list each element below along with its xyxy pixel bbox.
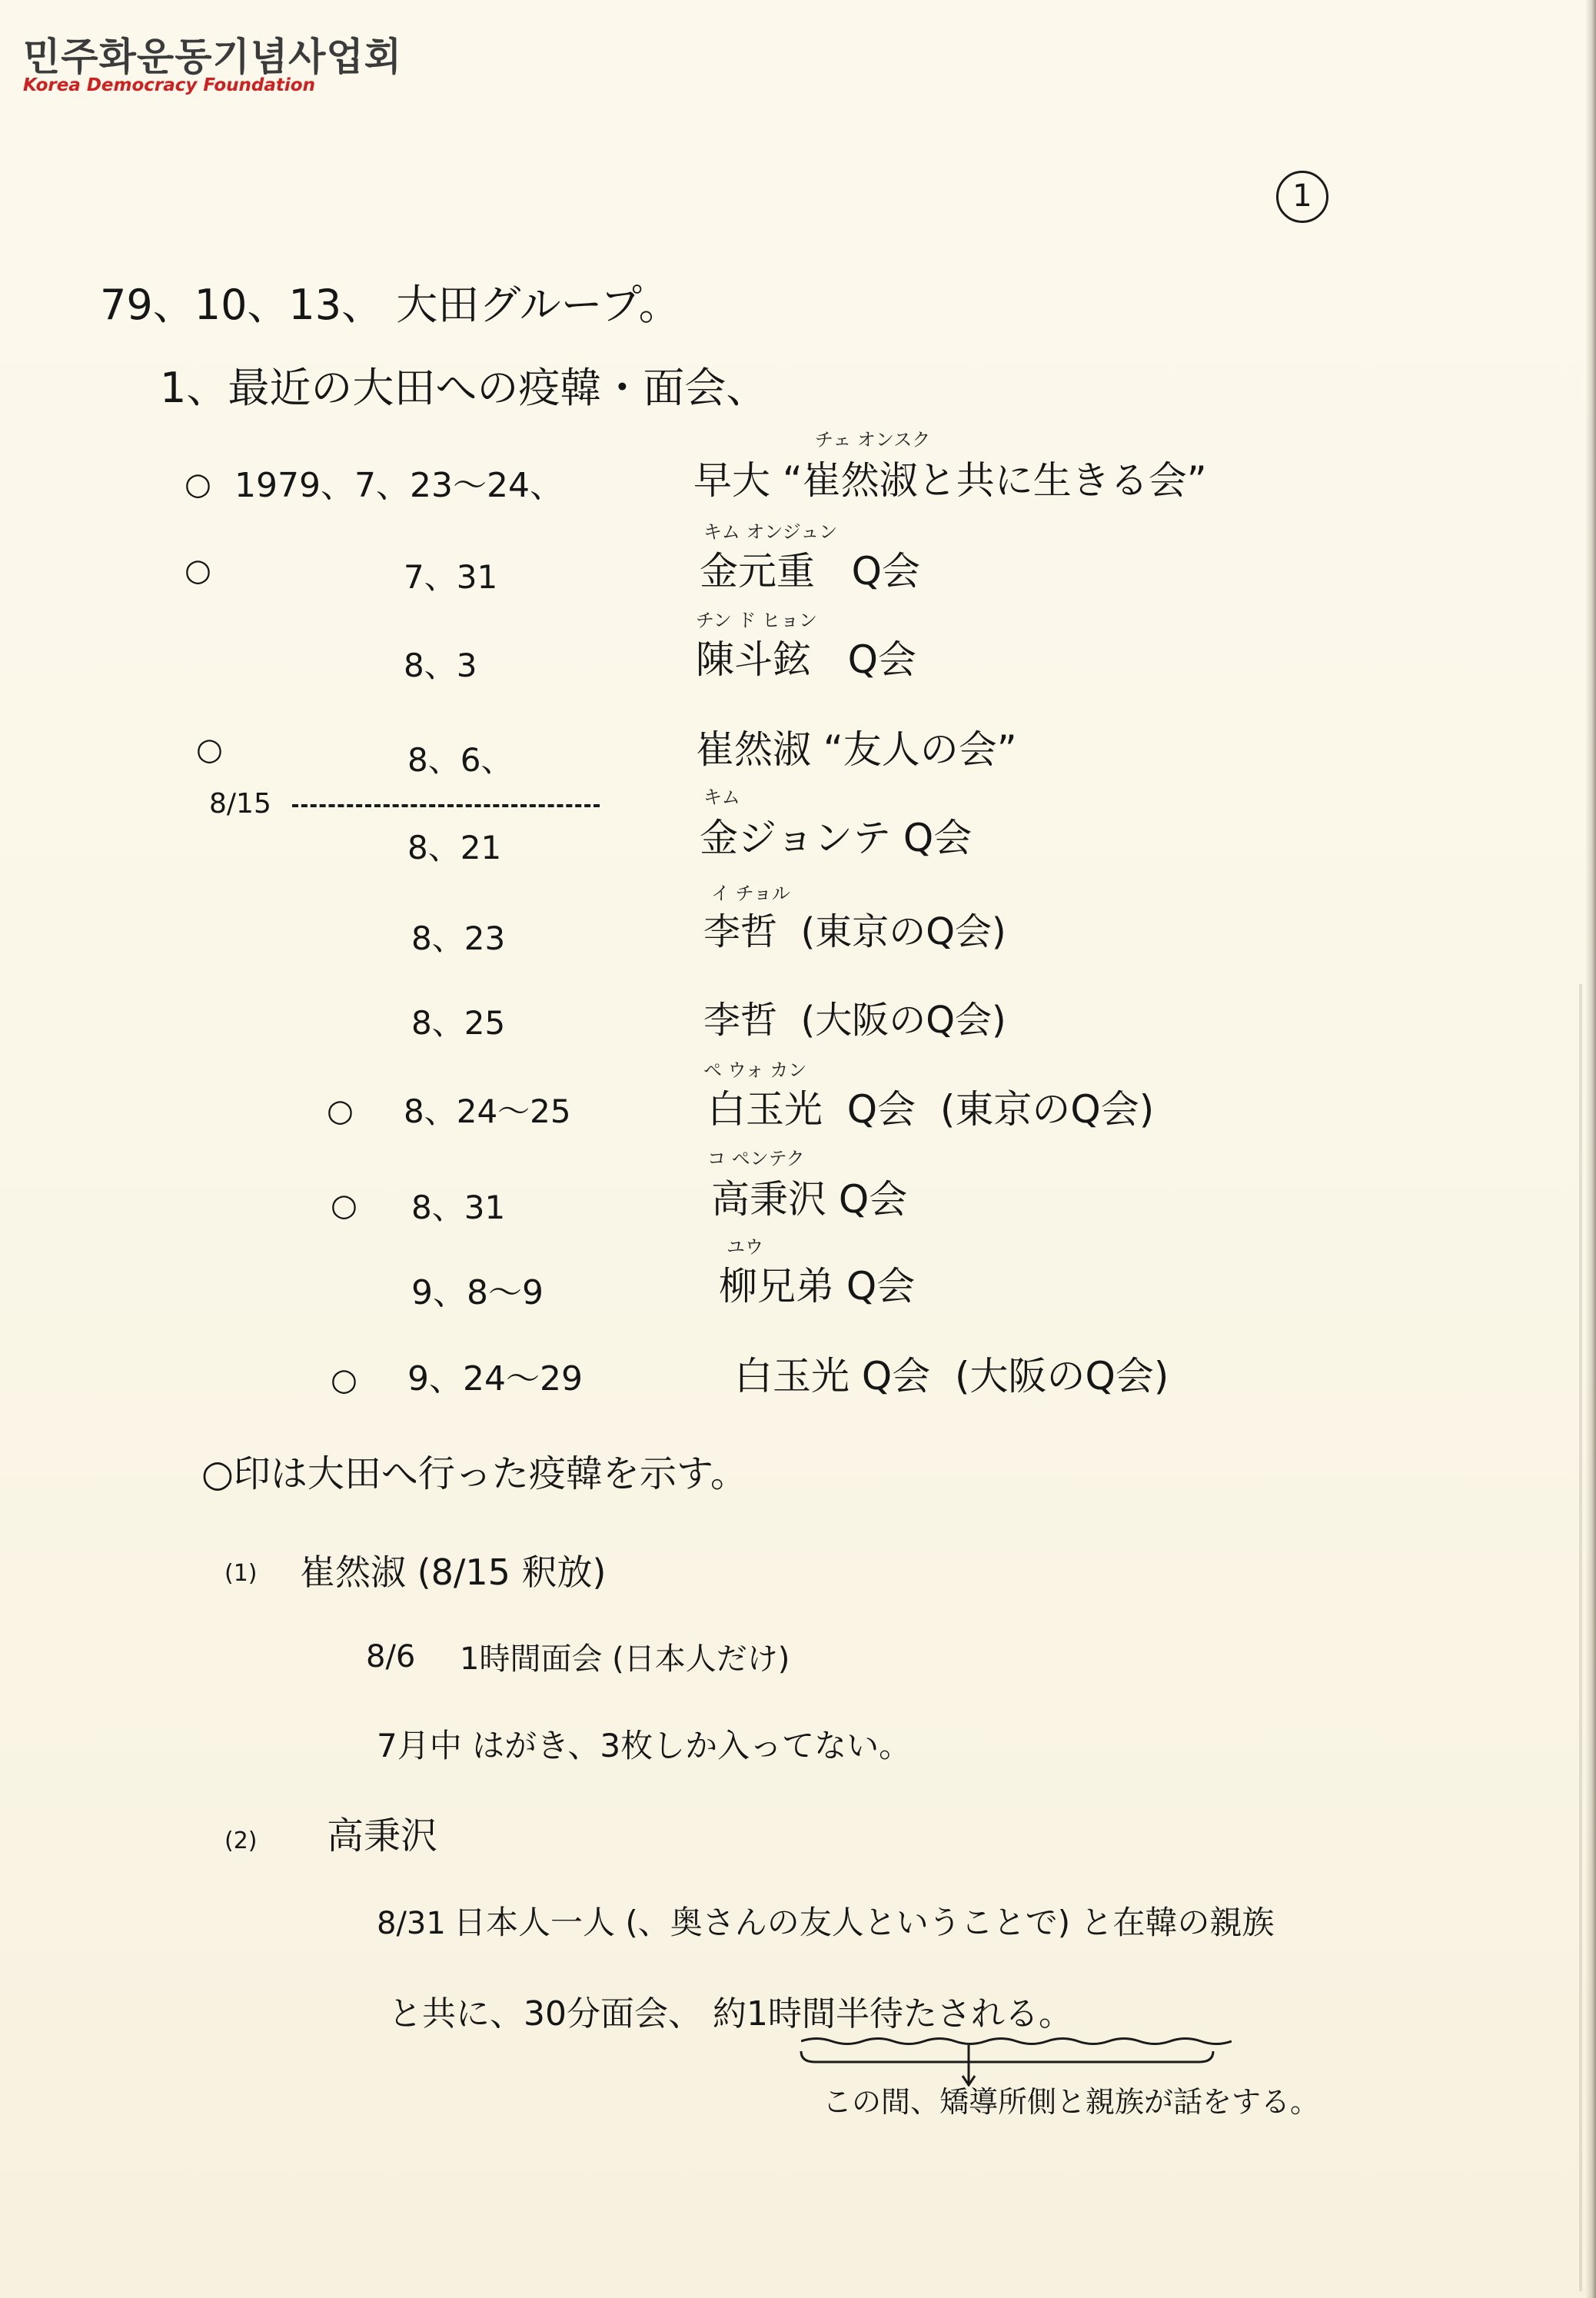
release-separator-line	[292, 804, 600, 807]
subsection1-line1: 1時間面会 (日本人だけ)	[460, 1641, 790, 1677]
row-bullet: ○	[331, 1362, 357, 1398]
row-date: 8、6、	[407, 741, 514, 779]
row-text: 柳兄弟 Q会	[719, 1264, 916, 1309]
row-text: 白玉光 Q会 (東京のQ会)	[707, 1087, 1155, 1132]
row-text: 金元重 Q会	[700, 549, 921, 594]
subsection1-line2: 7月中 はがき、3枚しか入ってない。	[377, 1727, 912, 1764]
row-ruby: ペ ウォ カン	[703, 1059, 807, 1081]
row-ruby: ユウ	[727, 1236, 763, 1258]
subsection2-title: 高秉沢	[327, 1814, 438, 1857]
row-date: 8、31	[411, 1189, 506, 1226]
row-text: 李哲 (大阪のQ会)	[703, 999, 1006, 1042]
row-date: 9、8～9	[411, 1273, 544, 1312]
row-bullet: ○	[185, 467, 211, 502]
document-header: 79、10、13、 大田グループ。	[100, 281, 680, 329]
row-date: 8、25	[411, 1004, 506, 1042]
row-ruby: コ ペンテク	[707, 1148, 805, 1169]
subsection2-label: (2)	[224, 1827, 258, 1854]
page-fold	[1579, 984, 1582, 2291]
subsection1-title: 崔然淑 (8/15 釈放)	[300, 1551, 607, 1593]
row-text: 白玉光 Q会 (大阪のQ会)	[734, 1354, 1169, 1398]
row-text: 崔然淑 “友人の会”	[696, 727, 1017, 772]
watermark-korean: 민주화운동기념사업회	[23, 35, 402, 79]
section1-heading: 1、最近の大田への疫韓・面会、	[160, 364, 768, 412]
row-bullet: ○	[331, 1188, 357, 1223]
row-bullet: ○	[327, 1093, 354, 1129]
row-ruby: イ チョル	[711, 883, 790, 904]
row-ruby: キム	[703, 787, 740, 808]
note-bracket	[800, 2051, 1215, 2067]
subsection2-date: 8/31	[377, 1906, 446, 1941]
arrow-down-icon	[961, 2045, 976, 2087]
wavy-underline	[801, 2036, 1232, 2047]
subsection2-line2: と共に、30分面会、 約1時間半待たされる。	[388, 1994, 1072, 2034]
row-text: 高秉沢 Q会	[711, 1177, 908, 1222]
row-date: 8、3	[404, 647, 477, 684]
row-date: 7、31	[404, 558, 498, 596]
page-number: 1	[1276, 171, 1328, 223]
legend-note: ○印は大田へ行った疫韓を示す。	[201, 1452, 748, 1495]
row-date: 8、23	[411, 920, 506, 957]
watermark-english: Korea Democracy Foundation	[23, 75, 315, 95]
row-text: 早大 “崔然淑と共に生きる会”	[693, 458, 1207, 503]
row-date: 8、21	[407, 829, 502, 866]
subsection2-line1: 日本人一人 (、奥さんの友人ということで) と在韓の親族	[454, 1904, 1275, 1941]
row-ruby: キム オンジュン	[703, 521, 838, 543]
row-text: 陳斗鉉 Q会	[696, 637, 917, 682]
row-bullet: ○	[196, 732, 223, 767]
page-edge-shadow	[1585, 0, 1596, 2298]
row-text: 金ジョンテ Q会	[700, 816, 973, 860]
row-date: 9、24～29	[407, 1359, 583, 1398]
row-ruby: チン ド ヒョン	[696, 610, 818, 631]
row-date: 1979、7、23～24、	[234, 466, 564, 505]
row-ruby: チェ オンスク	[815, 429, 931, 451]
row-text: 李哲 (東京のQ会)	[703, 910, 1006, 953]
separator-label: 8/15	[209, 788, 271, 820]
subsection1-label: (1)	[224, 1560, 258, 1587]
row-date: 8、24～25	[404, 1092, 571, 1130]
row-bullet: ○	[185, 553, 211, 588]
subsection1-date: 8/6	[366, 1639, 416, 1674]
subsection2-note: この間、矯導所側と親族が話をする。	[823, 2085, 1320, 2119]
